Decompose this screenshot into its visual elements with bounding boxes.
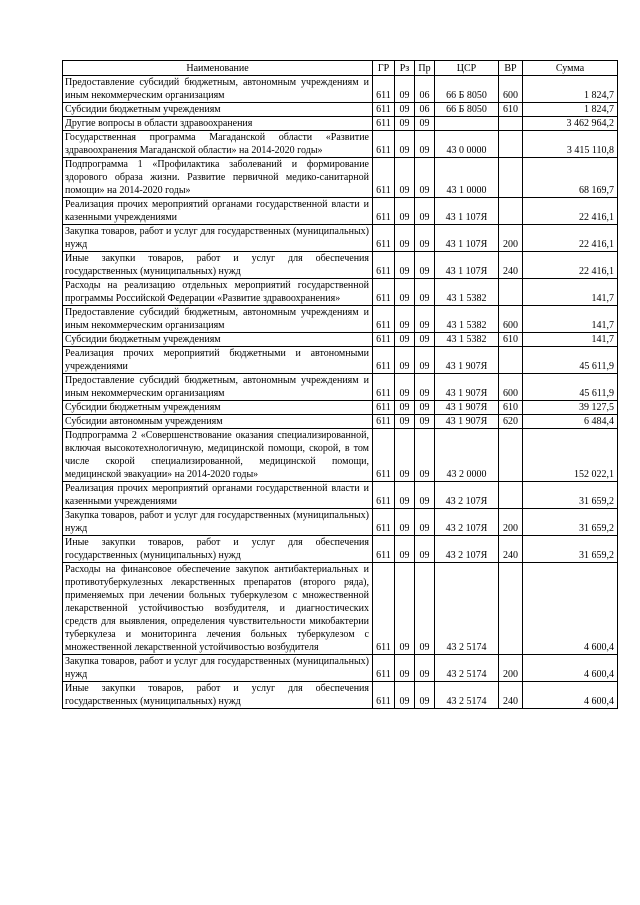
cell-sum: 31 659,2: [523, 536, 618, 563]
cell-rz: 09: [395, 536, 415, 563]
cell-gr: 611: [373, 563, 395, 655]
cell-vr: [499, 347, 523, 374]
cell-csr: 43 2 5174: [435, 563, 499, 655]
cell-vr: [499, 482, 523, 509]
cell-sum: 3 415 110,8: [523, 131, 618, 158]
table-row: [63, 279, 618, 306]
table-row: [63, 401, 618, 415]
cell-rz: 09: [395, 347, 415, 374]
cell-vr: 610: [499, 401, 523, 415]
cell-vr: 610: [499, 333, 523, 347]
header-csr: ЦСР: [435, 61, 499, 76]
cell-gr: 611: [373, 131, 395, 158]
table-row: [63, 509, 618, 536]
cell-name: Реализация прочих мероприятий бюджетными и автономными учреждениями: [63, 347, 373, 374]
cell-rz: 09: [395, 131, 415, 158]
cell-gr: 611: [373, 198, 395, 225]
cell-vr: 600: [499, 76, 523, 103]
cell-name: Субсидии бюджетным учреждениям: [63, 333, 373, 347]
cell-name: Предоставление субсидий бюджетным, автономным учреждениям и иным некоммерческим организациям: [63, 306, 373, 333]
cell-pr: 09: [415, 429, 435, 482]
table-row: [63, 117, 618, 131]
cell-csr: 43 1 907Я: [435, 374, 499, 401]
table-row: [63, 536, 618, 563]
cell-gr: 611: [373, 509, 395, 536]
cell-csr: 66 Б 8050: [435, 103, 499, 117]
cell-name: Расходы на финансовое обеспечение закупок антибактериальных и противотуберкулезных лекарственных препаратов (второго ряда), применяемых при лечении больных туберкулезом с множественной лекарственной устойчивостью возбудителя, и диагностических средств для выявления, определения чувствительности микобактерии туберкулеза и мониторинга лечения больных туберкулезом с множественной лекарственной устойчивостью возбудителя: [63, 563, 373, 655]
cell-csr: 43 1 107Я: [435, 198, 499, 225]
cell-csr: 43 2 5174: [435, 682, 499, 709]
cell-gr: 611: [373, 158, 395, 198]
cell-rz: 09: [395, 306, 415, 333]
cell-rz: 09: [395, 429, 415, 482]
cell-name: Субсидии бюджетным учреждениям: [63, 401, 373, 415]
cell-rz: 09: [395, 509, 415, 536]
cell-sum: 39 127,5: [523, 401, 618, 415]
cell-name: Иные закупки товаров, работ и услуг для обеспечения государственных (муниципальных) нужд: [63, 682, 373, 709]
cell-csr: 43 1 5382: [435, 306, 499, 333]
cell-vr: [499, 279, 523, 306]
cell-gr: 611: [373, 401, 395, 415]
cell-sum: 4 600,4: [523, 655, 618, 682]
cell-csr: 43 2 5174: [435, 655, 499, 682]
cell-csr: 43 1 107Я: [435, 225, 499, 252]
cell-sum: 1 824,7: [523, 76, 618, 103]
cell-vr: 200: [499, 225, 523, 252]
cell-name: Государственная программа Магаданской области «Развитие здравоохранения Магаданской области» на 2014-2020 годы»: [63, 131, 373, 158]
table-body: [63, 76, 618, 709]
cell-csr: 43 1 5382: [435, 333, 499, 347]
cell-pr: 09: [415, 333, 435, 347]
cell-pr: 09: [415, 655, 435, 682]
cell-rz: 09: [395, 76, 415, 103]
cell-pr: 09: [415, 682, 435, 709]
cell-sum: 6 484,4: [523, 415, 618, 429]
cell-vr: 240: [499, 536, 523, 563]
cell-gr: 611: [373, 252, 395, 279]
cell-gr: 611: [373, 482, 395, 509]
cell-gr: 611: [373, 103, 395, 117]
cell-name: Реализация прочих мероприятий органами государственной власти и казенными учреждениями: [63, 198, 373, 225]
cell-gr: 611: [373, 117, 395, 131]
cell-gr: 611: [373, 279, 395, 306]
table-row: [63, 333, 618, 347]
cell-name: Закупка товаров, работ и услуг для государственных (муниципальных) нужд: [63, 225, 373, 252]
cell-vr: 200: [499, 655, 523, 682]
table-row: [63, 76, 618, 103]
cell-sum: 141,7: [523, 306, 618, 333]
cell-rz: 09: [395, 333, 415, 347]
cell-pr: 06: [415, 76, 435, 103]
cell-pr: 09: [415, 482, 435, 509]
cell-pr: 09: [415, 198, 435, 225]
header-pr: Пр: [415, 61, 435, 76]
header-gr: ГР: [373, 61, 395, 76]
table-row: [63, 563, 618, 655]
cell-gr: 611: [373, 536, 395, 563]
cell-name: Предоставление субсидий бюджетным, автономным учреждениям и иным некоммерческим организациям: [63, 374, 373, 401]
cell-rz: 09: [395, 374, 415, 401]
cell-pr: 09: [415, 158, 435, 198]
cell-vr: [499, 563, 523, 655]
cell-sum: 22 416,1: [523, 198, 618, 225]
table-row: [63, 306, 618, 333]
cell-csr: 43 1 907Я: [435, 401, 499, 415]
table-header-row: [63, 61, 618, 76]
cell-gr: 611: [373, 655, 395, 682]
cell-gr: 611: [373, 76, 395, 103]
table-row: [63, 429, 618, 482]
cell-csr: 43 1 5382: [435, 279, 499, 306]
cell-name: Субсидии бюджетным учреждениям: [63, 103, 373, 117]
header-name: Наименование: [63, 61, 373, 76]
cell-gr: 611: [373, 225, 395, 252]
cell-gr: 611: [373, 306, 395, 333]
cell-pr: 09: [415, 279, 435, 306]
cell-name: Предоставление субсидий бюджетным, автономным учреждениям и иным некоммерческим организациям: [63, 76, 373, 103]
cell-gr: 611: [373, 682, 395, 709]
cell-rz: 09: [395, 682, 415, 709]
cell-csr: 43 1 107Я: [435, 252, 499, 279]
cell-csr: 43 1 0000: [435, 158, 499, 198]
budget-table: [62, 60, 618, 709]
cell-sum: 45 611,9: [523, 374, 618, 401]
cell-pr: 09: [415, 374, 435, 401]
cell-rz: 09: [395, 198, 415, 225]
cell-sum: 22 416,1: [523, 225, 618, 252]
table-row: [63, 482, 618, 509]
cell-vr: [499, 198, 523, 225]
cell-csr: 43 0 0000: [435, 131, 499, 158]
cell-pr: 09: [415, 306, 435, 333]
table-row: [63, 252, 618, 279]
cell-sum: 141,7: [523, 333, 618, 347]
table-row: [63, 374, 618, 401]
cell-csr: 43 2 0000: [435, 429, 499, 482]
cell-csr: 43 2 107Я: [435, 536, 499, 563]
cell-sum: 1 824,7: [523, 103, 618, 117]
cell-csr: 43 1 907Я: [435, 347, 499, 374]
table-row: [63, 347, 618, 374]
cell-vr: 600: [499, 306, 523, 333]
cell-gr: 611: [373, 347, 395, 374]
cell-sum: 45 611,9: [523, 347, 618, 374]
cell-sum: 141,7: [523, 279, 618, 306]
cell-pr: 09: [415, 563, 435, 655]
cell-sum: 4 600,4: [523, 682, 618, 709]
cell-sum: 68 169,7: [523, 158, 618, 198]
cell-rz: 09: [395, 158, 415, 198]
cell-rz: 09: [395, 279, 415, 306]
table-row: [63, 415, 618, 429]
header-vr: ВР: [499, 61, 523, 76]
cell-rz: 09: [395, 563, 415, 655]
table-row: [63, 225, 618, 252]
cell-rz: 09: [395, 415, 415, 429]
cell-rz: 09: [395, 482, 415, 509]
cell-pr: 09: [415, 536, 435, 563]
cell-pr: 09: [415, 401, 435, 415]
cell-gr: 611: [373, 429, 395, 482]
cell-pr: 09: [415, 347, 435, 374]
cell-rz: 09: [395, 655, 415, 682]
header-sum: Сумма: [523, 61, 618, 76]
header-rz: Рз: [395, 61, 415, 76]
cell-sum: 31 659,2: [523, 509, 618, 536]
cell-name: Расходы на реализацию отдельных мероприятий государственной программы Российской Федерации «Развитие здравоохранения»: [63, 279, 373, 306]
cell-gr: 611: [373, 333, 395, 347]
cell-name: Закупка товаров, работ и услуг для государственных (муниципальных) нужд: [63, 655, 373, 682]
cell-pr: 09: [415, 131, 435, 158]
cell-csr: 43 1 907Я: [435, 415, 499, 429]
cell-name: Иные закупки товаров, работ и услуг для обеспечения государственных (муниципальных) нужд: [63, 252, 373, 279]
cell-csr: 43 2 107Я: [435, 482, 499, 509]
cell-vr: [499, 158, 523, 198]
table-row: [63, 131, 618, 158]
cell-vr: 240: [499, 682, 523, 709]
table-row: [63, 103, 618, 117]
cell-name: Подпрограмма 2 «Совершенствование оказания специализированной, включая высокотехнологичную, медицинской помощи, скорой, в том числе скорой специализированной, медицинской помощи, медицинской эвакуации» на 2014-2020 годы»: [63, 429, 373, 482]
cell-sum: 152 022,1: [523, 429, 618, 482]
cell-gr: 611: [373, 374, 395, 401]
cell-vr: [499, 429, 523, 482]
cell-vr: 200: [499, 509, 523, 536]
cell-sum: 22 416,1: [523, 252, 618, 279]
cell-rz: 09: [395, 103, 415, 117]
table-row: [63, 158, 618, 198]
cell-vr: 610: [499, 103, 523, 117]
cell-name: Закупка товаров, работ и услуг для государственных (муниципальных) нужд: [63, 509, 373, 536]
cell-csr: [435, 117, 499, 131]
cell-csr: 66 Б 8050: [435, 76, 499, 103]
cell-sum: 4 600,4: [523, 563, 618, 655]
cell-sum: 3 462 964,2: [523, 117, 618, 131]
cell-name: Реализация прочих мероприятий органами государственной власти и казенными учреждениями: [63, 482, 373, 509]
cell-pr: 09: [415, 415, 435, 429]
cell-name: Субсидии автономным учреждениям: [63, 415, 373, 429]
cell-gr: 611: [373, 415, 395, 429]
cell-rz: 09: [395, 401, 415, 415]
table-row: [63, 198, 618, 225]
cell-pr: 09: [415, 225, 435, 252]
cell-vr: 620: [499, 415, 523, 429]
cell-rz: 09: [395, 252, 415, 279]
cell-vr: [499, 117, 523, 131]
cell-pr: 09: [415, 252, 435, 279]
cell-pr: 09: [415, 117, 435, 131]
cell-name: Иные закупки товаров, работ и услуг для обеспечения государственных (муниципальных) нужд: [63, 536, 373, 563]
cell-rz: 09: [395, 225, 415, 252]
cell-rz: 09: [395, 117, 415, 131]
table-row: [63, 682, 618, 709]
cell-csr: 43 2 107Я: [435, 509, 499, 536]
cell-name: Другие вопросы в области здравоохранения: [63, 117, 373, 131]
cell-vr: 240: [499, 252, 523, 279]
cell-pr: 09: [415, 509, 435, 536]
table-row: [63, 655, 618, 682]
cell-sum: 31 659,2: [523, 482, 618, 509]
cell-vr: [499, 131, 523, 158]
cell-vr: 600: [499, 374, 523, 401]
cell-name: Подпрограмма 1 «Профилактика заболеваний и формирование здорового образа жизни. Развитие первичной медико-санитарной помощи» на 2014-2020 годы»: [63, 158, 373, 198]
cell-pr: 06: [415, 103, 435, 117]
